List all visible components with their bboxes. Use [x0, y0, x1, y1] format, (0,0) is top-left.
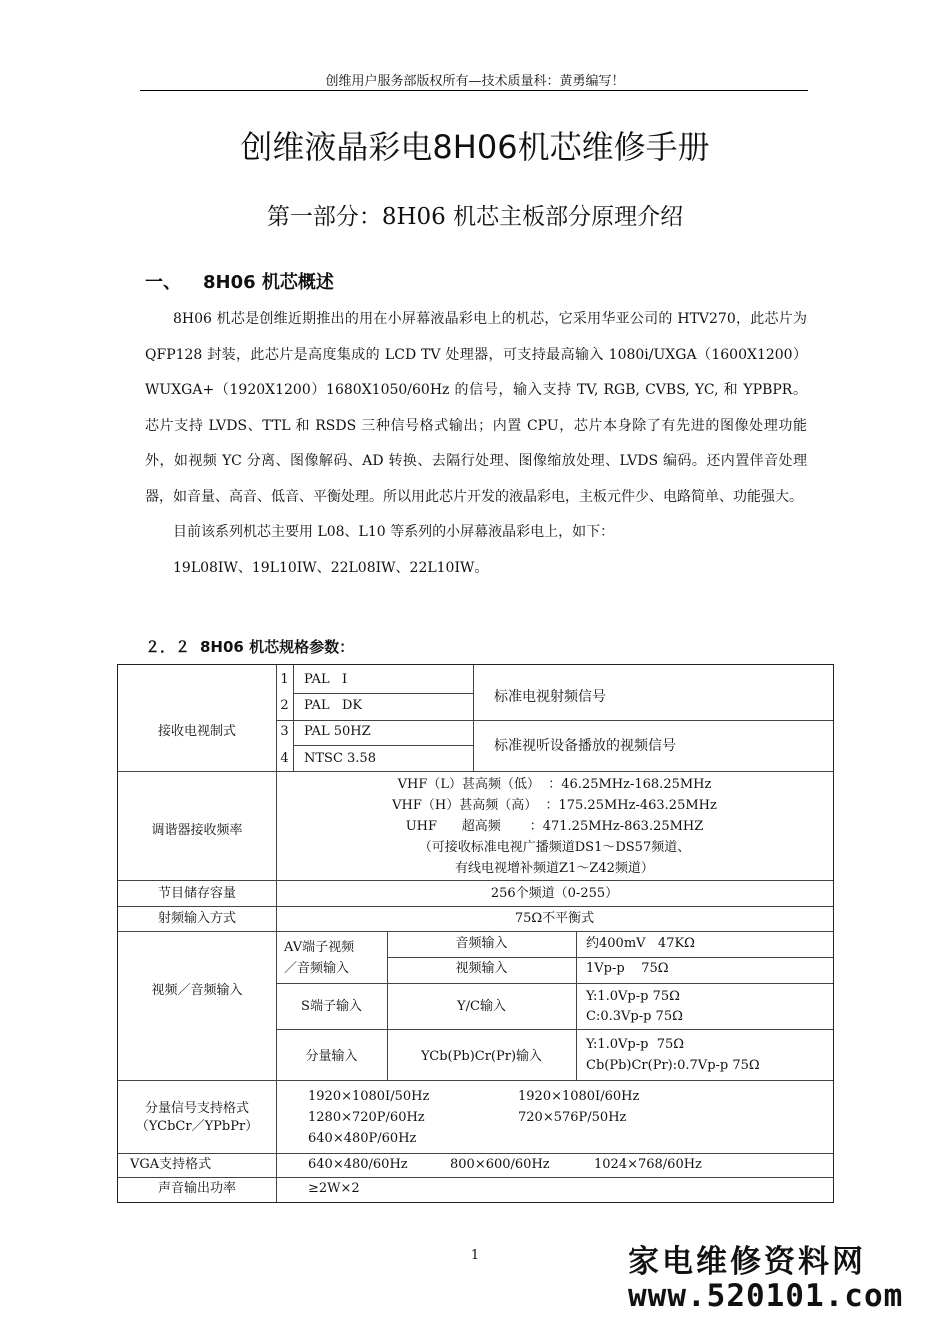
spec-table: [117, 664, 834, 1203]
watermark-title: 家电维修资料网: [628, 1244, 866, 1280]
av-terminal-label: ／音频输入: [284, 961, 350, 976]
yc-input-label: Y/C输入: [457, 999, 506, 1014]
paragraph: 8H06 机芯是创维近期推出的用在小屏幕液晶彩电上的机芯，它采用华亚公司的 HTV270，此芯片为 QFP128 封装，此芯片是高度集成的 LCD TV 处理器，可支持最高输入 1080i/UXGA（1600X1200）WUXGA+（1920X1200）1680X1050/60Hz 的信号，输入支持 TV, RGB, CVBS, YC, 和 YPBPR。芯片支持 LVDS、TTL 和 RSDS 三种信号格式输出；内置 CPU，芯片本身除了有先进的图像处理功能外，如视频 YC 分离、图像解码、AD 转换、去隔行处理、图像缩放处理、LVDS 编码。还内置伴音处理器，如音量、高音、低音、平衡处理。所以用此芯片开发的液晶彩电，主板元件少、电路简单、功能强大。: [145, 311, 807, 505]
vga-format: 640×480/60Hz: [308, 1157, 408, 1172]
grid-line: [293, 745, 473, 746]
grid-line: [118, 1153, 833, 1154]
grid-line: [276, 720, 833, 721]
section-2-number: ２．２: [145, 638, 191, 656]
grid-line: [276, 1029, 833, 1030]
component-format: 720×576P/50Hz: [518, 1110, 627, 1125]
watermark-url: www.520101.com: [628, 1278, 904, 1314]
component-spec: Y:1.0Vp-p 75Ω: [586, 1037, 685, 1052]
grid-line: [118, 880, 833, 881]
component-formats-label: （YCbCr／YPbPr）: [135, 1119, 259, 1134]
section-1-heading: [145, 268, 334, 294]
grid-line: [293, 693, 473, 694]
video-input-spec: 1Vp-p 75Ω: [586, 961, 669, 976]
video-input-label: 视频输入: [455, 961, 508, 976]
s-video-spec: Y:1.0Vp-p 75Ω: [586, 989, 680, 1004]
tuner-line: VHF（H）甚高频（高） ：175.25MHz-463.25MHz: [392, 798, 717, 813]
ycbcr-input-label: YCb(Pb)Cr(Pr)输入: [420, 1049, 543, 1064]
header-rule: [140, 90, 808, 91]
component-input-label: 分量输入: [305, 1049, 358, 1064]
paragraph: 19L08IW、19L10IW、22L08IW、22L10IW。: [173, 559, 489, 576]
av-input-label: 视频／音频输入: [151, 983, 243, 998]
rf-input-label: 射频输入方式: [157, 911, 236, 926]
tv-system-name: PAL 50HZ: [304, 724, 371, 739]
rf-input-value: 75Ω不平衡式: [514, 911, 595, 926]
section-2-heading: [145, 636, 354, 657]
component-format: 1920×1080I/60Hz: [518, 1089, 640, 1104]
audio-input-spec: 约400mV 47KΩ: [586, 936, 695, 951]
grid-line: [118, 771, 833, 772]
storage-value: 256个频道（0-255）: [490, 886, 619, 901]
page-number: 1: [470, 1248, 480, 1263]
grid-line: [473, 665, 474, 771]
tv-system-name: PAL I: [304, 672, 348, 687]
grid-line: [118, 1080, 833, 1081]
audio-input-label: 音频输入: [455, 936, 508, 951]
section-2-title: 8H06 机芯规格参数：: [200, 638, 355, 656]
section-1-number: 一、: [145, 272, 181, 293]
document-title: 创维液晶彩电8H06机芯维修手册: [240, 128, 710, 166]
grid-line: [276, 983, 833, 984]
page-header: 创维用户服务部版权所有—技术质量科：黄勇编写！: [325, 74, 625, 89]
component-spec: Cb(Pb)Cr(Pr):0.7Vp-p 75Ω: [586, 1058, 760, 1073]
tv-system-no: 3: [280, 724, 289, 739]
tv-system-no: 4: [280, 751, 289, 766]
overview-text: [145, 302, 807, 586]
grid-line: [276, 665, 277, 1202]
grid-line: [576, 931, 577, 1080]
tuner-line: UHF 超高频 ：471.25MHz-863.25MHZ: [405, 819, 704, 834]
s-video-spec: C:0.3Vp-p 75Ω: [586, 1009, 683, 1024]
tv-system-label: 接收电视制式: [157, 724, 236, 739]
vga-format: 1024×768/60Hz: [594, 1157, 702, 1172]
audio-output-value: ≥2W×2: [308, 1181, 360, 1196]
paragraph: 目前该系列机芯主要用 L08、L10 等系列的小屏幕液晶彩电上，如下：: [173, 524, 615, 540]
audio-output-label: 声音输出功率: [157, 1181, 236, 1196]
tv-system-no: 2: [280, 698, 289, 713]
tv-system-desc: 标准视听设备播放的视频信号: [494, 738, 676, 754]
component-format: 640×480P/60Hz: [308, 1131, 417, 1146]
tv-system-name: PAL DK: [304, 698, 363, 713]
storage-label: 节目储存容量: [157, 886, 236, 901]
component-format: 1920×1080I/50Hz: [308, 1089, 430, 1104]
tv-system-no: 1: [280, 672, 289, 687]
vga-format: 800×600/60Hz: [450, 1157, 550, 1172]
component-formats-label: 分量信号支持格式: [144, 1101, 249, 1116]
grid-line: [387, 957, 833, 958]
vga-label: VGA支持格式: [130, 1157, 212, 1172]
grid-line: [118, 1177, 833, 1178]
tv-system-name: NTSC 3.58: [304, 751, 376, 766]
tv-system-desc: 标准电视射频信号: [494, 689, 606, 705]
tuner-line: VHF（L）甚高频（低） ：46.25MHz-168.25MHz: [397, 777, 712, 792]
document-subtitle: 第一部分：8H06 机芯主板部分原理介绍: [266, 204, 684, 230]
tuner-label: 调谐器接收频率: [151, 823, 243, 838]
tuner-line: 有线电视增补频道Z1～Z42频道）: [455, 861, 654, 876]
grid-line: [118, 906, 833, 907]
grid-line: [118, 931, 833, 932]
grid-line: [293, 665, 294, 771]
tuner-line: （可接收标准电视广播频道DS1～DS57频道、: [418, 840, 691, 855]
component-format: 1280×720P/60Hz: [308, 1110, 425, 1125]
s-terminal-label: S端子输入: [301, 999, 362, 1014]
section-1-title: 8H06 机芯概述: [203, 272, 334, 293]
av-terminal-label: AV端子视频: [284, 940, 355, 955]
